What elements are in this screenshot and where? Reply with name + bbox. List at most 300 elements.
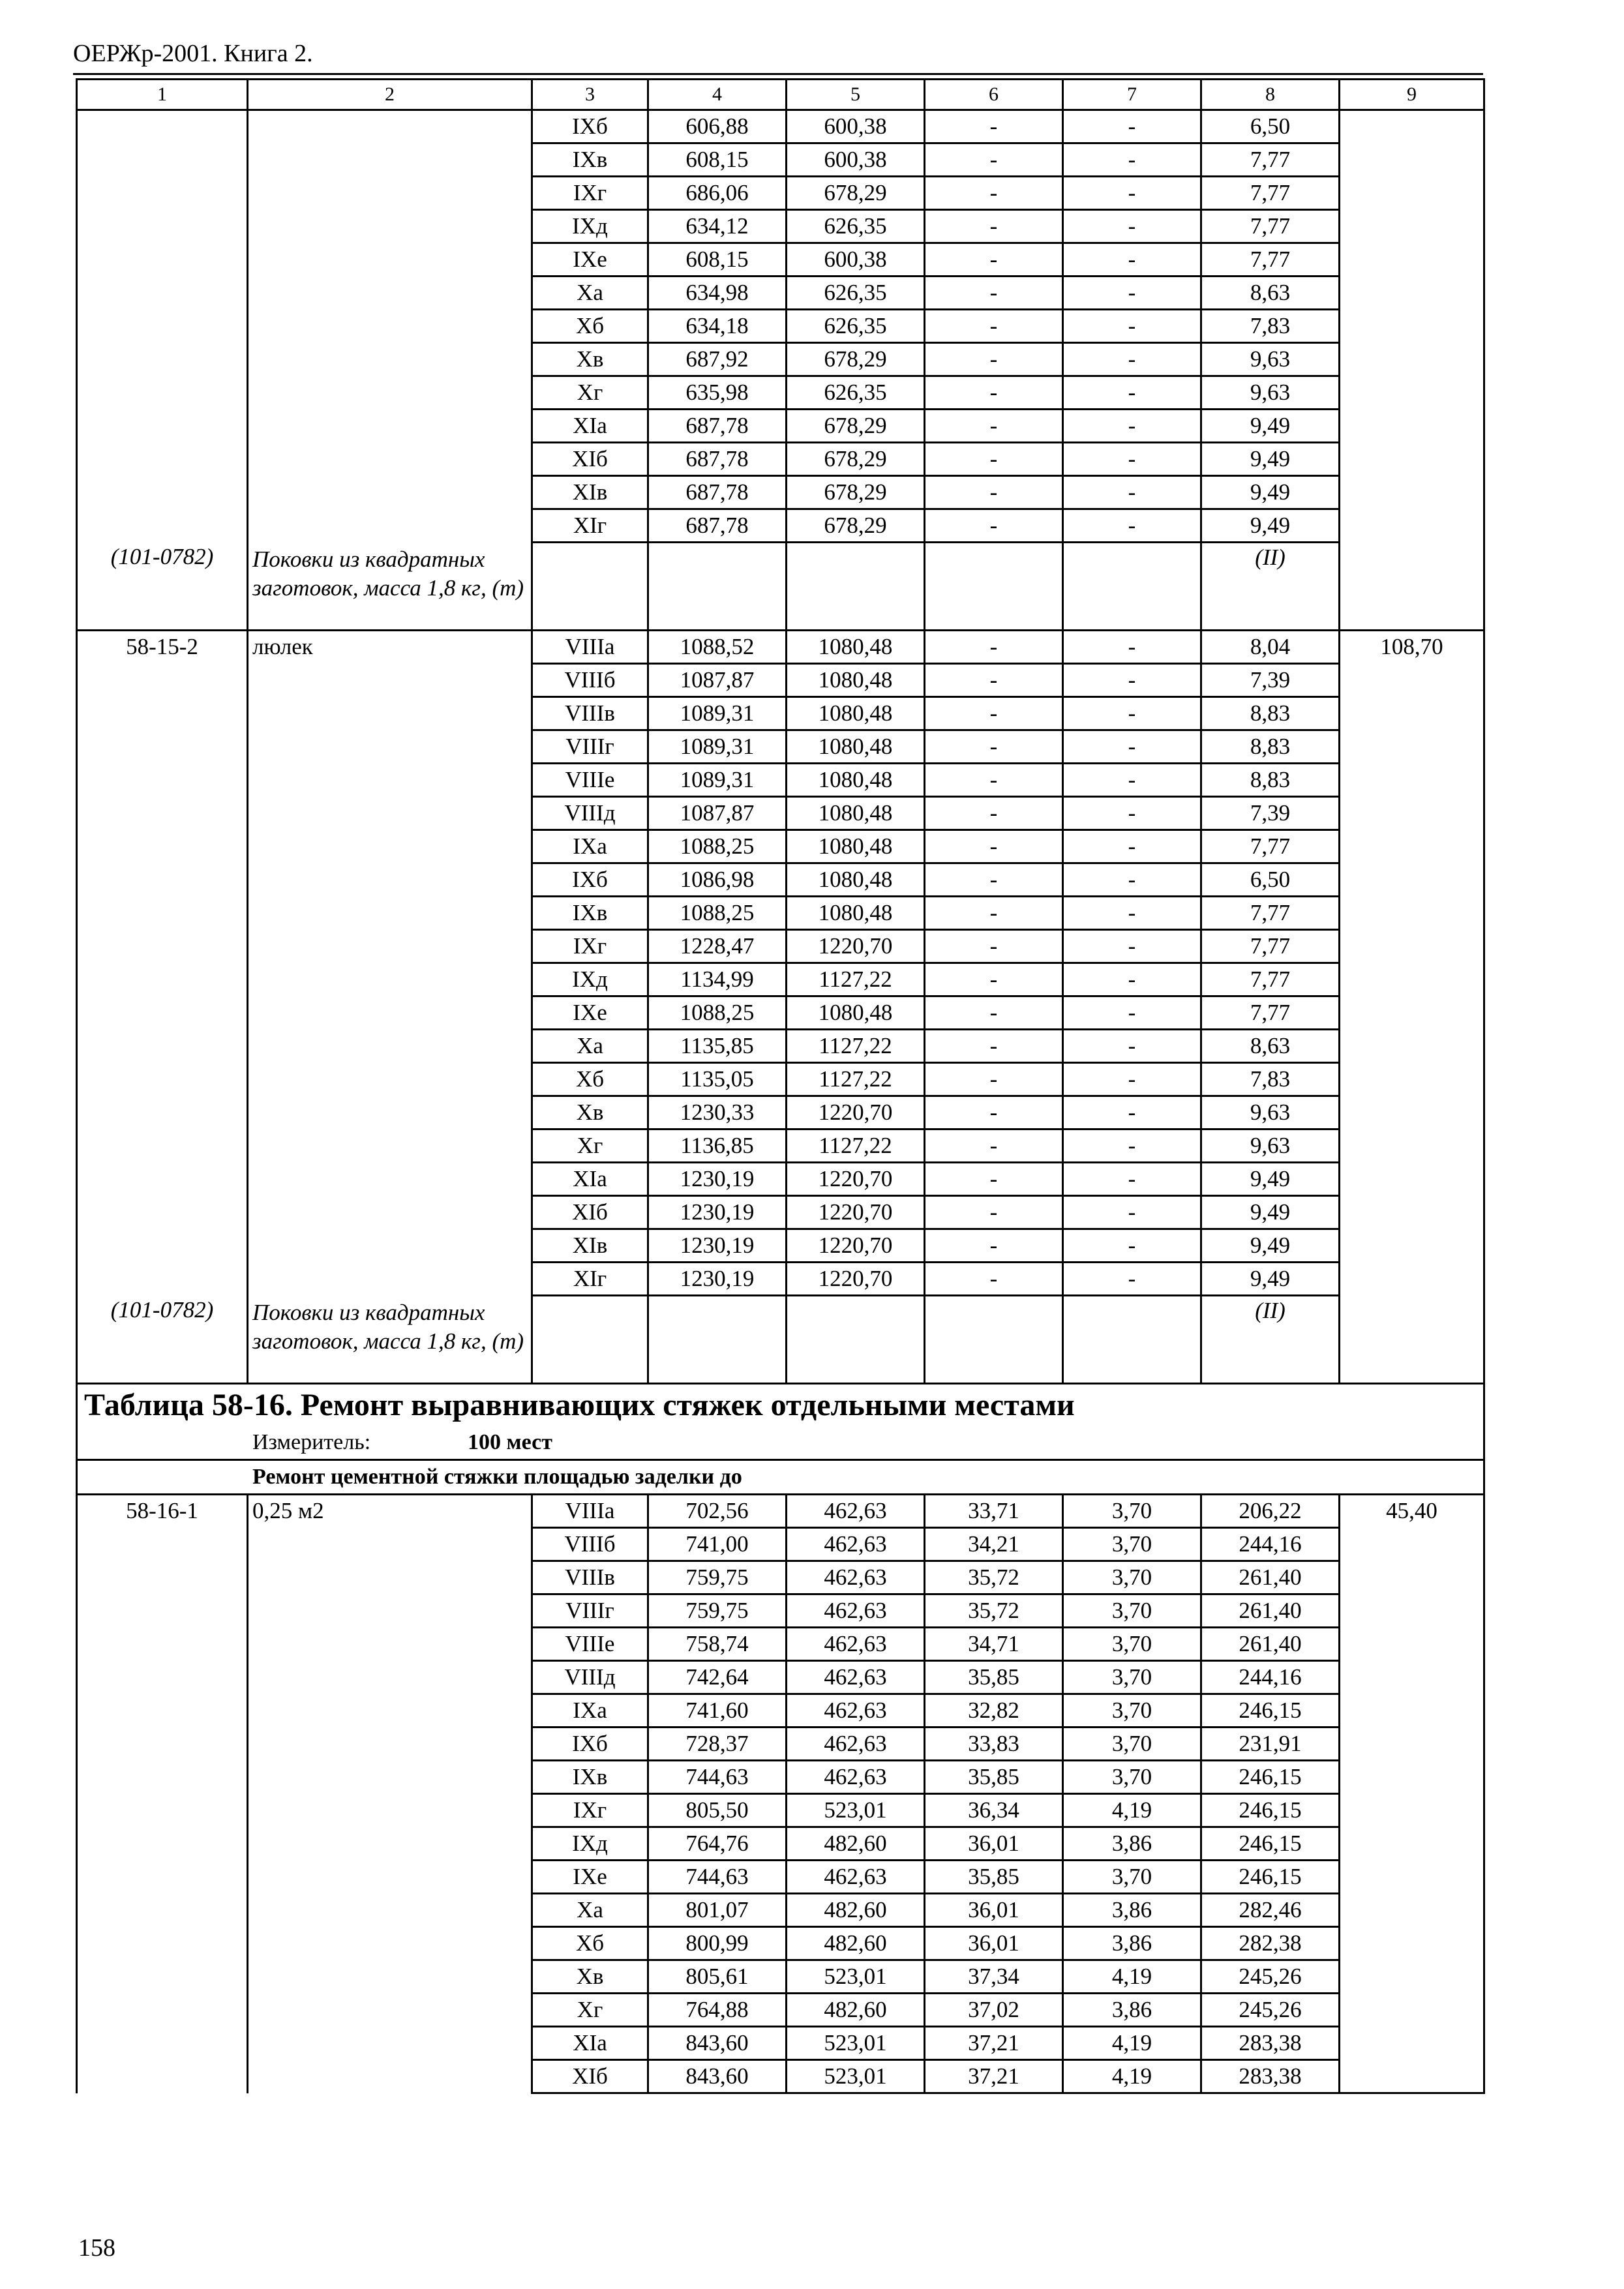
machinist-wage-cell: - <box>1063 277 1201 310</box>
machinist-wage-cell: 3,86 <box>1063 1927 1201 1960</box>
machinist-wage-cell: - <box>1063 1163 1201 1196</box>
material-note-row <box>77 543 1484 631</box>
machine-cost-cell: - <box>925 243 1063 277</box>
machinist-wage-cell: - <box>1063 631 1201 664</box>
zone-cell: XIб <box>532 443 648 476</box>
machinist-wage-cell: - <box>1063 410 1201 443</box>
material-cost-cell: 7,83 <box>1201 1063 1340 1096</box>
zone-cell: IXв <box>532 143 648 177</box>
material-note-row <box>77 1296 1484 1384</box>
machinist-wage-cell: - <box>1063 863 1201 897</box>
material-cost-cell: 7,77 <box>1201 996 1340 1030</box>
wage-cell: 462,63 <box>787 1561 925 1594</box>
wage-cell: 1080,48 <box>787 897 925 930</box>
wage-cell: 462,63 <box>787 1628 925 1661</box>
wage-cell: 482,60 <box>787 1894 925 1927</box>
zone-cell: Xг <box>532 1994 648 2027</box>
material-cost-cell: 8,83 <box>1201 697 1340 730</box>
wage-cell: 678,29 <box>787 177 925 210</box>
machine-cost-cell: - <box>925 376 1063 410</box>
material-code-note: (101-0782) <box>77 543 248 631</box>
work-name-cell <box>248 110 532 543</box>
machinist-wage-cell: - <box>1063 476 1201 509</box>
wage-cell: 678,29 <box>787 509 925 543</box>
wage-cell: 462,63 <box>787 1495 925 1528</box>
machinist-wage-cell: - <box>1063 143 1201 177</box>
zone-cell: IXв <box>532 1761 648 1794</box>
empty-cell <box>787 1296 925 1384</box>
machinist-wage-cell: 3,86 <box>1063 1994 1201 2027</box>
material-class-note: (II) <box>1201 543 1340 631</box>
total-cost-cell: 1230,33 <box>648 1096 787 1130</box>
material-cost-cell: 9,63 <box>1201 1096 1340 1130</box>
material-cost-cell: 8,63 <box>1201 1030 1340 1063</box>
wage-cell: 523,01 <box>787 2027 925 2060</box>
zone-cell: IXе <box>532 243 648 277</box>
zone-cell: XIв <box>532 476 648 509</box>
material-cost-cell: 231,91 <box>1201 1728 1340 1761</box>
machine-cost-cell: - <box>925 509 1063 543</box>
material-cost-cell: 206,22 <box>1201 1495 1340 1528</box>
total-cost-cell: 764,88 <box>648 1994 787 2027</box>
total-cost-cell: 687,78 <box>648 509 787 543</box>
machine-cost-cell: - <box>925 443 1063 476</box>
machinist-wage-cell: 3,70 <box>1063 1861 1201 1894</box>
material-cost-cell: 7,77 <box>1201 243 1340 277</box>
machine-cost-cell: - <box>925 664 1063 697</box>
machine-cost-cell: - <box>925 897 1063 930</box>
material-cost-cell: 261,40 <box>1201 1628 1340 1661</box>
total-cost-cell: 1135,85 <box>648 1030 787 1063</box>
material-cost-cell: 9,49 <box>1201 410 1340 443</box>
wage-cell: 523,01 <box>787 2060 925 2093</box>
machinist-wage-cell: - <box>1063 343 1201 376</box>
machine-cost-cell: 36,01 <box>925 1927 1063 1960</box>
document-header-title: ОЕРЖр-2001. Книга 2. <box>73 40 313 67</box>
total-cost-cell: 741,60 <box>648 1694 787 1728</box>
zone-cell: Xв <box>532 1960 648 1994</box>
zone-cell: IXб <box>532 110 648 143</box>
machinist-wage-cell: - <box>1063 509 1201 543</box>
work-name-cell: 0,25 м2 <box>248 1495 532 2093</box>
machine-cost-cell: - <box>925 1229 1063 1263</box>
meter-row <box>77 1426 1484 1460</box>
zone-cell: Xб <box>532 310 648 343</box>
wage-cell: 1127,22 <box>787 1130 925 1163</box>
wage-cell: 600,38 <box>787 110 925 143</box>
material-cost-cell: 246,15 <box>1201 1827 1340 1861</box>
empty-cell <box>532 1296 648 1384</box>
machinist-wage-cell: 3,70 <box>1063 1594 1201 1628</box>
column-number-row <box>77 80 1484 110</box>
zone-cell: VIIIд <box>532 797 648 830</box>
total-cost-cell: 634,12 <box>648 210 787 243</box>
zone-cell: IXв <box>532 897 648 930</box>
wage-cell: 626,35 <box>787 277 925 310</box>
zone-cell: VIIIв <box>532 697 648 730</box>
machine-cost-cell: 37,34 <box>925 1960 1063 1994</box>
machinist-wage-cell: - <box>1063 1030 1201 1063</box>
total-cost-cell: 1088,25 <box>648 996 787 1030</box>
wage-cell: 462,63 <box>787 1528 925 1561</box>
total-cost-cell: 1230,19 <box>648 1229 787 1263</box>
material-cost-cell: 9,63 <box>1201 1130 1340 1163</box>
machinist-wage-cell: 3,70 <box>1063 1561 1201 1594</box>
empty-cell <box>925 543 1063 631</box>
empty-cell <box>925 1296 1063 1384</box>
machinist-wage-cell: 3,70 <box>1063 1495 1201 1528</box>
wage-cell: 1080,48 <box>787 664 925 697</box>
machine-cost-cell: 37,21 <box>925 2060 1063 2093</box>
machinist-wage-cell: 3,70 <box>1063 1628 1201 1661</box>
column-number: 3 <box>532 80 648 110</box>
total-cost-cell: 805,50 <box>648 1794 787 1827</box>
material-cost-cell: 282,38 <box>1201 1927 1340 1960</box>
machine-cost-cell: - <box>925 930 1063 963</box>
page-number: 158 <box>78 2234 115 2262</box>
material-cost-cell: 9,49 <box>1201 1263 1340 1296</box>
machinist-wage-cell: 4,19 <box>1063 2027 1201 2060</box>
machine-cost-cell: - <box>925 730 1063 764</box>
meter-cell <box>77 1426 1484 1460</box>
material-cost-cell: 7,83 <box>1201 310 1340 343</box>
wage-cell: 1080,48 <box>787 730 925 764</box>
machinist-wage-cell: - <box>1063 697 1201 730</box>
total-cost-cell: 759,75 <box>648 1561 787 1594</box>
wage-cell: 462,63 <box>787 1761 925 1794</box>
total-cost-cell: 758,74 <box>648 1628 787 1661</box>
rate-code-cell <box>77 110 248 543</box>
material-class-note: (II) <box>1201 1296 1340 1384</box>
machine-cost-cell: - <box>925 1063 1063 1096</box>
header-rule <box>73 73 1483 75</box>
machine-cost-cell: - <box>925 177 1063 210</box>
zone-cell: IXб <box>532 863 648 897</box>
total-cost-cell: 1135,05 <box>648 1063 787 1096</box>
wage-cell: 1080,48 <box>787 797 925 830</box>
total-cost-cell: 843,60 <box>648 2060 787 2093</box>
machine-cost-cell: - <box>925 797 1063 830</box>
wage-cell: 678,29 <box>787 476 925 509</box>
zone-cell: IXа <box>532 830 648 863</box>
material-cost-cell: 9,49 <box>1201 1163 1340 1196</box>
work-name-cell: люлек <box>248 631 532 1296</box>
machinist-wage-cell: 3,70 <box>1063 1761 1201 1794</box>
labor-cost-cell: 45,40 <box>1340 1495 1484 2093</box>
machine-cost-cell: - <box>925 996 1063 1030</box>
machine-cost-cell: - <box>925 476 1063 509</box>
machine-cost-cell: 33,71 <box>925 1495 1063 1528</box>
machinist-wage-cell: - <box>1063 110 1201 143</box>
zone-cell: Xб <box>532 1063 648 1096</box>
total-cost-cell: 843,60 <box>648 2027 787 2060</box>
zone-cell: Xг <box>532 376 648 410</box>
material-cost-cell: 7,77 <box>1201 963 1340 996</box>
zone-cell: VIIIа <box>532 631 648 664</box>
zone-cell: IXг <box>532 930 648 963</box>
machinist-wage-cell: 4,19 <box>1063 1960 1201 1994</box>
machinist-wage-cell: - <box>1063 443 1201 476</box>
machinist-wage-cell: 3,70 <box>1063 1694 1201 1728</box>
machine-cost-cell: - <box>925 143 1063 177</box>
zone-cell: XIб <box>532 2060 648 2093</box>
empty-cell <box>1063 543 1201 631</box>
total-cost-cell: 687,78 <box>648 476 787 509</box>
total-cost-cell: 687,78 <box>648 410 787 443</box>
zone-cell: IXг <box>532 1794 648 1827</box>
price-table <box>76 78 1485 2094</box>
machine-cost-cell: 37,21 <box>925 2027 1063 2060</box>
material-cost-cell: 246,15 <box>1201 1694 1340 1728</box>
total-cost-cell: 744,63 <box>648 1861 787 1894</box>
wage-cell: 1220,70 <box>787 1263 925 1296</box>
total-cost-cell: 634,98 <box>648 277 787 310</box>
machine-cost-cell: - <box>925 110 1063 143</box>
total-cost-cell: 1088,25 <box>648 897 787 930</box>
column-number: 1 <box>77 80 248 110</box>
column-number: 7 <box>1063 80 1201 110</box>
total-cost-cell: 728,37 <box>648 1728 787 1761</box>
wage-cell: 1220,70 <box>787 1096 925 1130</box>
machinist-wage-cell: - <box>1063 243 1201 277</box>
total-cost-cell: 1087,87 <box>648 797 787 830</box>
total-cost-cell: 744,63 <box>648 1761 787 1794</box>
table-caption: Таблица 58-16. Ремонт выравнивающих стяжек отдельными местами <box>77 1384 1484 1427</box>
group-title <box>77 1460 1484 1495</box>
machinist-wage-cell: - <box>1063 730 1201 764</box>
total-cost-cell: 702,56 <box>648 1495 787 1528</box>
material-cost-cell: 244,16 <box>1201 1528 1340 1561</box>
zone-cell: VIIIв <box>532 1561 648 1594</box>
machine-cost-cell: - <box>925 697 1063 730</box>
empty-cell <box>648 1296 787 1384</box>
wage-cell: 1080,48 <box>787 830 925 863</box>
total-cost-cell: 1228,47 <box>648 930 787 963</box>
machinist-wage-cell: 3,86 <box>1063 1894 1201 1927</box>
machine-cost-cell: - <box>925 1163 1063 1196</box>
total-cost-cell: 742,64 <box>648 1661 787 1694</box>
material-cost-cell: 9,49 <box>1201 1196 1340 1229</box>
total-cost-cell: 1230,19 <box>648 1163 787 1196</box>
machine-cost-cell: - <box>925 210 1063 243</box>
wage-cell: 462,63 <box>787 1861 925 1894</box>
zone-cell: Xв <box>532 343 648 376</box>
material-cost-cell: 7,77 <box>1201 930 1340 963</box>
wage-cell: 1220,70 <box>787 930 925 963</box>
column-number: 2 <box>248 80 532 110</box>
zone-cell: Xа <box>532 277 648 310</box>
table-row <box>77 631 1484 664</box>
wage-cell: 600,38 <box>787 243 925 277</box>
wage-cell: 1220,70 <box>787 1163 925 1196</box>
machinist-wage-cell: - <box>1063 996 1201 1030</box>
machine-cost-cell: - <box>925 1030 1063 1063</box>
total-cost-cell: 759,75 <box>648 1594 787 1628</box>
material-name-note: Поковки из квадратных заготовок, масса 1,8 кг, (т) <box>248 543 532 631</box>
wage-cell: 678,29 <box>787 410 925 443</box>
machine-cost-cell: 36,01 <box>925 1894 1063 1927</box>
material-cost-cell: 283,38 <box>1201 2027 1340 2060</box>
zone-cell: VIIIг <box>532 730 648 764</box>
machine-cost-cell: - <box>925 631 1063 664</box>
empty-cell <box>1063 1296 1201 1384</box>
zone-cell: IXб <box>532 1728 648 1761</box>
total-cost-cell: 608,15 <box>648 243 787 277</box>
material-cost-cell: 7,39 <box>1201 664 1340 697</box>
machinist-wage-cell: 4,19 <box>1063 2060 1201 2093</box>
wage-cell: 1080,48 <box>787 996 925 1030</box>
machine-cost-cell: - <box>925 963 1063 996</box>
total-cost-cell: 608,15 <box>648 143 787 177</box>
machine-cost-cell: 36,34 <box>925 1794 1063 1827</box>
column-number: 8 <box>1201 80 1340 110</box>
machinist-wage-cell: 4,19 <box>1063 1794 1201 1827</box>
material-cost-cell: 9,49 <box>1201 443 1340 476</box>
table-row <box>77 110 1484 143</box>
machine-cost-cell: 35,85 <box>925 1861 1063 1894</box>
machine-cost-cell: - <box>925 1130 1063 1163</box>
machinist-wage-cell: 3,70 <box>1063 1528 1201 1561</box>
material-code-note: (101-0782) <box>77 1296 248 1384</box>
zone-cell: Xа <box>532 1894 648 1927</box>
machinist-wage-cell: - <box>1063 664 1201 697</box>
material-cost-cell: 261,40 <box>1201 1594 1340 1628</box>
material-cost-cell: 6,50 <box>1201 110 1340 143</box>
meter-unit: 100 мест <box>468 1430 552 1454</box>
machinist-wage-cell: - <box>1063 210 1201 243</box>
machinist-wage-cell: - <box>1063 310 1201 343</box>
machine-cost-cell: - <box>925 1096 1063 1130</box>
material-cost-cell: 6,50 <box>1201 863 1340 897</box>
labor-cost-cell: 108,70 <box>1340 631 1484 1384</box>
total-cost-cell: 1088,52 <box>648 631 787 664</box>
wage-cell: 1080,48 <box>787 764 925 797</box>
total-cost-cell: 606,88 <box>648 110 787 143</box>
column-number: 6 <box>925 80 1063 110</box>
material-cost-cell: 9,63 <box>1201 343 1340 376</box>
zone-cell: IXд <box>532 963 648 996</box>
zone-cell: VIIIе <box>532 1628 648 1661</box>
material-cost-cell: 246,15 <box>1201 1761 1340 1794</box>
machine-cost-cell: 33,83 <box>925 1728 1063 1761</box>
zone-cell: VIIIб <box>532 1528 648 1561</box>
column-number: 9 <box>1340 80 1484 110</box>
machine-cost-cell: - <box>925 410 1063 443</box>
wage-cell: 1127,22 <box>787 1030 925 1063</box>
machinist-wage-cell: - <box>1063 177 1201 210</box>
total-cost-cell: 1089,31 <box>648 697 787 730</box>
total-cost-cell: 1230,19 <box>648 1196 787 1229</box>
total-cost-cell: 1088,25 <box>648 830 787 863</box>
column-number: 4 <box>648 80 787 110</box>
wage-cell: 626,35 <box>787 310 925 343</box>
wage-cell: 678,29 <box>787 443 925 476</box>
machine-cost-cell: - <box>925 830 1063 863</box>
material-cost-cell: 283,38 <box>1201 2060 1340 2093</box>
material-cost-cell: 9,63 <box>1201 376 1340 410</box>
material-cost-cell: 245,26 <box>1201 1960 1340 1994</box>
machine-cost-cell: - <box>925 277 1063 310</box>
zone-cell: IXе <box>532 996 648 1030</box>
machinist-wage-cell: 3,70 <box>1063 1728 1201 1761</box>
zone-cell: IXг <box>532 177 648 210</box>
wage-cell: 1127,22 <box>787 1063 925 1096</box>
total-cost-cell: 1089,31 <box>648 764 787 797</box>
zone-cell: VIIIд <box>532 1661 648 1694</box>
material-cost-cell: 7,77 <box>1201 177 1340 210</box>
empty-cell <box>648 543 787 631</box>
zone-cell: Xб <box>532 1927 648 1960</box>
material-cost-cell: 261,40 <box>1201 1561 1340 1594</box>
material-cost-cell: 7,77 <box>1201 897 1340 930</box>
group-title-text: Ремонт цементной стяжки площадью заделки до <box>252 1465 742 1489</box>
machine-cost-cell: 35,72 <box>925 1594 1063 1628</box>
wage-cell: 523,01 <box>787 1960 925 1994</box>
machine-cost-cell: 34,71 <box>925 1628 1063 1661</box>
total-cost-cell: 1230,19 <box>648 1263 787 1296</box>
machine-cost-cell: 35,72 <box>925 1561 1063 1594</box>
material-cost-cell: 7,39 <box>1201 797 1340 830</box>
total-cost-cell: 800,99 <box>648 1927 787 1960</box>
empty-cell <box>532 543 648 631</box>
machinist-wage-cell: - <box>1063 1063 1201 1096</box>
rate-code-cell: 58-16-1 <box>77 1495 248 2093</box>
total-cost-cell: 635,98 <box>648 376 787 410</box>
wage-cell: 462,63 <box>787 1594 925 1628</box>
rate-code-cell: 58-15-2 <box>77 631 248 1296</box>
total-cost-cell: 687,78 <box>648 443 787 476</box>
material-cost-cell: 8,63 <box>1201 277 1340 310</box>
wage-cell: 678,29 <box>787 343 925 376</box>
wage-cell: 523,01 <box>787 1794 925 1827</box>
wage-cell: 462,63 <box>787 1694 925 1728</box>
meter-label: Измеритель: <box>252 1430 371 1454</box>
material-cost-cell: 244,16 <box>1201 1661 1340 1694</box>
total-cost-cell: 1086,98 <box>648 863 787 897</box>
material-cost-cell: 282,46 <box>1201 1894 1340 1927</box>
machinist-wage-cell: - <box>1063 897 1201 930</box>
machinist-wage-cell: - <box>1063 797 1201 830</box>
zone-cell: IXд <box>532 210 648 243</box>
wage-cell: 1220,70 <box>787 1196 925 1229</box>
material-cost-cell: 8,83 <box>1201 764 1340 797</box>
material-cost-cell: 245,26 <box>1201 1994 1340 2027</box>
zone-cell: XIв <box>532 1229 648 1263</box>
zone-cell: VIIIа <box>532 1495 648 1528</box>
machine-cost-cell: 32,82 <box>925 1694 1063 1728</box>
total-cost-cell: 686,06 <box>648 177 787 210</box>
machinist-wage-cell: - <box>1063 930 1201 963</box>
zone-cell: VIIIг <box>532 1594 648 1628</box>
wage-cell: 1127,22 <box>787 963 925 996</box>
group-title-row <box>77 1460 1484 1495</box>
empty-cell <box>787 543 925 631</box>
machinist-wage-cell: - <box>1063 1196 1201 1229</box>
wage-cell: 626,35 <box>787 376 925 410</box>
wage-cell: 462,63 <box>787 1661 925 1694</box>
total-cost-cell: 1134,99 <box>648 963 787 996</box>
material-cost-cell: 7,77 <box>1201 210 1340 243</box>
machine-cost-cell: - <box>925 310 1063 343</box>
machine-cost-cell: - <box>925 1196 1063 1229</box>
total-cost-cell: 741,00 <box>648 1528 787 1561</box>
material-cost-cell: 7,77 <box>1201 143 1340 177</box>
wage-cell: 1080,48 <box>787 631 925 664</box>
machinist-wage-cell: - <box>1063 1263 1201 1296</box>
zone-cell: Xа <box>532 1030 648 1063</box>
material-cost-cell: 246,15 <box>1201 1794 1340 1827</box>
machinist-wage-cell: 3,86 <box>1063 1827 1201 1861</box>
